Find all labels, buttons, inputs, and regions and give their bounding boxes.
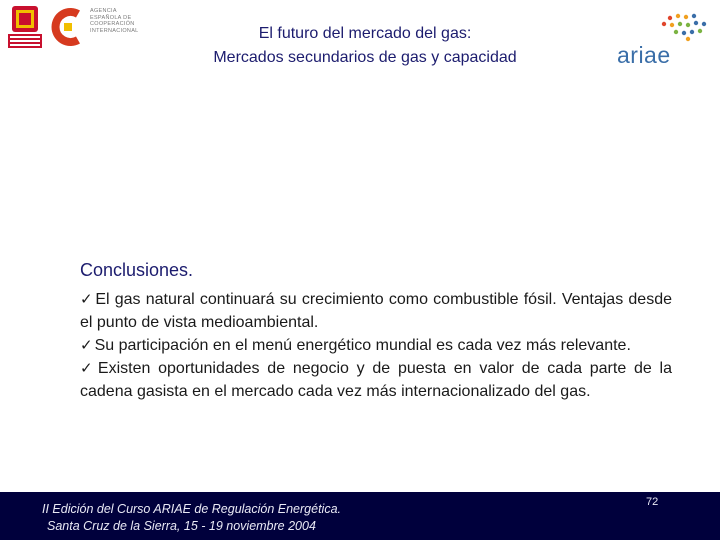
conclusion-item [80,334,672,357]
footer-course: II Edición del Curso ARIAE de Regulación Energética. [42,502,342,516]
aecid-text: AGENCIA ESPAÑOLA DE COOPERACIÓN INTERNACIONAL [90,8,139,34]
conclusion-item [80,288,672,334]
checkmark-icon: ✓ [80,290,94,308]
conclusion-text: El gas natural continuará su crecimiento como combustible fósil. Ventajas desde el punto de vista medioambiental. [80,291,672,331]
slide-content [80,258,672,403]
ariae-wordmark: ariae [617,42,671,68]
page-number: 72 [646,496,659,508]
footer-location-date: Santa Cruz de la Sierra, 15 - 19 noviembre 2004 [47,519,316,533]
slide-title [150,22,580,70]
section-heading: Conclusiones. [80,260,194,280]
title-line-2: Mercados secundarios de gas y capacidad [213,49,517,66]
conclusion-item [80,357,672,403]
title-line-1: El futuro del mercado del gas: [258,25,472,42]
aecid-logo [48,6,158,48]
checkmark-icon: ✓ [80,359,96,377]
conclusion-text: Existen oportunidades de negocio y de puesta en valor de cada parte de la cadena gasista en el mercado cada vez más internacionalizado del gas. [80,360,672,400]
checkmark-icon: ✓ [80,336,93,354]
ministerio-logo [6,4,44,50]
ariae-logo [612,12,712,68]
conclusion-text: Su participación en el menú energético mundial es cada vez más relevante. [94,337,631,354]
slide-footer [0,492,720,540]
